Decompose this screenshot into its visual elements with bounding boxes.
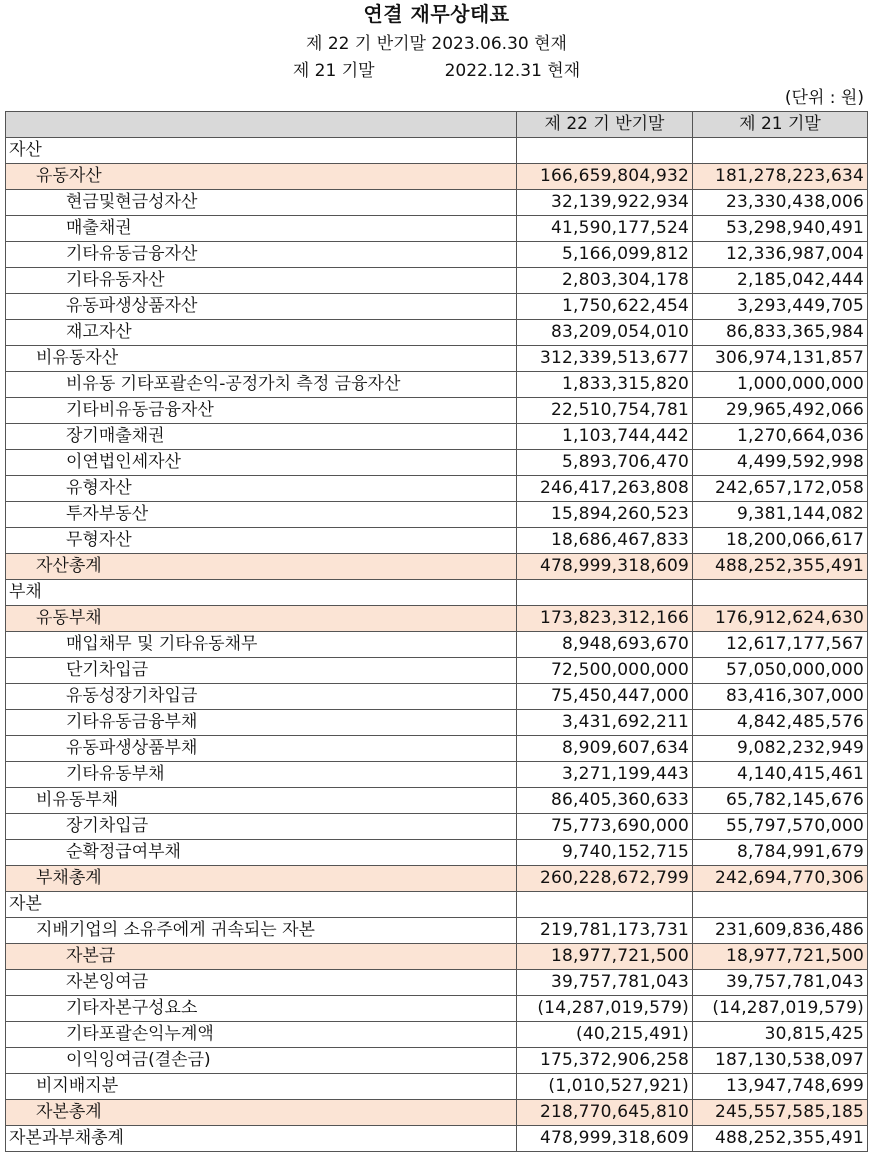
account-label: 기타유동금융자산	[6, 242, 517, 268]
previous-period-value: 12,617,177,567	[693, 632, 868, 658]
header-previous-period: 제 21 기말	[693, 112, 868, 138]
current-period-value: 173,823,312,166	[517, 606, 693, 632]
current-period-value: 166,659,804,932	[517, 164, 693, 190]
table-row	[6, 1126, 868, 1152]
table-header-row	[6, 112, 868, 138]
previous-period-value: 55,797,570,000	[693, 814, 868, 840]
account-label: 유동성장기차입금	[6, 684, 517, 710]
previous-period-value: 231,609,836,486	[693, 918, 868, 944]
table-row	[6, 164, 868, 190]
current-period-value: 246,417,263,808	[517, 476, 693, 502]
previous-period-value: 9,381,144,082	[693, 502, 868, 528]
previous-period-value: 12,336,987,004	[693, 242, 868, 268]
table-row	[6, 138, 868, 164]
table-row	[6, 944, 868, 970]
previous-period-value: 53,298,940,491	[693, 216, 868, 242]
previous-period-value: 242,694,770,306	[693, 866, 868, 892]
current-period-value: 312,339,513,677	[517, 346, 693, 372]
current-period-value: 15,894,260,523	[517, 502, 693, 528]
account-label: 기타유동부채	[6, 762, 517, 788]
table-row	[6, 424, 868, 450]
table-row	[6, 970, 868, 996]
previous-period-value: 9,082,232,949	[693, 736, 868, 762]
previous-period-value: 29,965,492,066	[693, 398, 868, 424]
account-label: 기타포괄손익누계액	[6, 1022, 517, 1048]
account-label: 유동자산	[6, 164, 517, 190]
table-row	[6, 502, 868, 528]
current-period-value: 22,510,754,781	[517, 398, 693, 424]
table-row	[6, 762, 868, 788]
previous-period-value: 30,815,425	[693, 1022, 868, 1048]
current-period-value: 8,948,693,670	[517, 632, 693, 658]
previous-period-value: 18,200,066,617	[693, 528, 868, 554]
current-period-value: 1,103,744,442	[517, 424, 693, 450]
previous-period-line	[0, 60, 873, 82]
table-row	[6, 294, 868, 320]
table-row	[6, 1048, 868, 1074]
current-period-value: 41,590,177,524	[517, 216, 693, 242]
current-period-value: 83,209,054,010	[517, 320, 693, 346]
current-period-value: 3,271,199,443	[517, 762, 693, 788]
account-label: 기타유동자산	[6, 268, 517, 294]
account-label: 자산총계	[6, 554, 517, 580]
current-period-line: 제 22 기 반기말 2023.06.30 현재	[306, 34, 567, 54]
current-period-value: 72,500,000,000	[517, 658, 693, 684]
table-row	[6, 320, 868, 346]
current-period-value: 260,228,672,799	[517, 866, 693, 892]
account-label: 현금및현금성자산	[6, 190, 517, 216]
previous-period-value: 39,757,781,043	[693, 970, 868, 996]
table-row	[6, 606, 868, 632]
current-period-value: 478,999,318,609	[517, 1126, 693, 1152]
table-row	[6, 554, 868, 580]
account-label: 장기매출채권	[6, 424, 517, 450]
account-label: 매입채무 및 기타유동채무	[6, 632, 517, 658]
table-row	[6, 1022, 868, 1048]
account-label: 부채	[6, 580, 517, 606]
account-label: 투자부동산	[6, 502, 517, 528]
table-body	[6, 138, 868, 1152]
account-label: 유형자산	[6, 476, 517, 502]
previous-period-label: 제 21 기말	[292, 61, 375, 81]
previous-period-value: 176,912,624,630	[693, 606, 868, 632]
previous-period-value: 488,252,355,491	[693, 1126, 868, 1152]
current-period-value: 32,139,922,934	[517, 190, 693, 216]
previous-period-value: 187,130,538,097	[693, 1048, 868, 1074]
previous-period-value: 245,557,585,185	[693, 1100, 868, 1126]
previous-period-value: 2,185,042,444	[693, 268, 868, 294]
current-period-value: 3,431,692,211	[517, 710, 693, 736]
current-period-value: (1,010,527,921)	[517, 1074, 693, 1100]
current-period-value	[517, 138, 693, 164]
previous-period-value: 83,416,307,000	[693, 684, 868, 710]
table-row	[6, 918, 868, 944]
previous-period-value	[693, 892, 868, 918]
current-period-value: 9,740,152,715	[517, 840, 693, 866]
previous-period-value: 18,977,721,500	[693, 944, 868, 970]
account-label: 자본잉여금	[6, 970, 517, 996]
table-row	[6, 840, 868, 866]
previous-period-value: 3,293,449,705	[693, 294, 868, 320]
current-period-value: 39,757,781,043	[517, 970, 693, 996]
table-row	[6, 996, 868, 1022]
table-row	[6, 372, 868, 398]
account-label: 매출채권	[6, 216, 517, 242]
table-row	[6, 684, 868, 710]
account-label: 지배기업의 소유주에게 귀속되는 자본	[6, 918, 517, 944]
header-current-period: 제 22 기 반기말	[517, 112, 693, 138]
previous-period-value: 8,784,991,679	[693, 840, 868, 866]
current-period-value: 2,803,304,178	[517, 268, 693, 294]
account-label: 비유동자산	[6, 346, 517, 372]
previous-period-value: 1,270,664,036	[693, 424, 868, 450]
current-period-value: 219,781,173,731	[517, 918, 693, 944]
account-label: 유동파생상품자산	[6, 294, 517, 320]
table-row	[6, 814, 868, 840]
account-label: 부채총계	[6, 866, 517, 892]
previous-period-value: 23,330,438,006	[693, 190, 868, 216]
account-label: 재고자산	[6, 320, 517, 346]
previous-period-value	[693, 580, 868, 606]
unit-label: (단위 : 원)	[784, 88, 864, 108]
table-row	[6, 788, 868, 814]
account-label: 자본금	[6, 944, 517, 970]
account-label: 유동파생상품부채	[6, 736, 517, 762]
previous-period-value: 242,657,172,058	[693, 476, 868, 502]
previous-period-value: 13,947,748,699	[693, 1074, 868, 1100]
account-label: 무형자산	[6, 528, 517, 554]
previous-period-value: 4,140,415,461	[693, 762, 868, 788]
account-label: 비유동부채	[6, 788, 517, 814]
previous-period-value: 4,499,592,998	[693, 450, 868, 476]
account-label: 순확정급여부채	[6, 840, 517, 866]
current-period-value: 75,450,447,000	[517, 684, 693, 710]
current-period-value: 175,372,906,258	[517, 1048, 693, 1074]
current-period-value: (40,215,491)	[517, 1022, 693, 1048]
table-row	[6, 242, 868, 268]
previous-period-value: 4,842,485,576	[693, 710, 868, 736]
table-row	[6, 450, 868, 476]
table-row	[6, 216, 868, 242]
account-label: 비유동 기타포괄손익-공정가치 측정 금융자산	[6, 372, 517, 398]
current-period-value: 18,977,721,500	[517, 944, 693, 970]
page-title: 연결 재무상태표	[363, 2, 510, 26]
table-row	[6, 710, 868, 736]
account-label: 자산	[6, 138, 517, 164]
table-row	[6, 658, 868, 684]
table-row	[6, 1100, 868, 1126]
account-label: 비지배지분	[6, 1074, 517, 1100]
previous-period-value: 1,000,000,000	[693, 372, 868, 398]
table-row	[6, 632, 868, 658]
table-row	[6, 1074, 868, 1100]
table-row	[6, 398, 868, 424]
account-label: 장기차입금	[6, 814, 517, 840]
current-period-value: 8,909,607,634	[517, 736, 693, 762]
previous-period-value: 181,278,223,634	[693, 164, 868, 190]
current-period-value: 18,686,467,833	[517, 528, 693, 554]
table-row	[6, 580, 868, 606]
account-label: 유동부채	[6, 606, 517, 632]
previous-period-value: 488,252,355,491	[693, 554, 868, 580]
current-period-value: (14,287,019,579)	[517, 996, 693, 1022]
previous-period-value: 57,050,000,000	[693, 658, 868, 684]
previous-period-value: 86,833,365,984	[693, 320, 868, 346]
account-label: 기타자본구성요소	[6, 996, 517, 1022]
table-row	[6, 736, 868, 762]
header-label-cell	[6, 112, 517, 138]
table-row	[6, 476, 868, 502]
table-row	[6, 866, 868, 892]
current-period-value: 1,750,622,454	[517, 294, 693, 320]
previous-period-value: (14,287,019,579)	[693, 996, 868, 1022]
account-label: 자본총계	[6, 1100, 517, 1126]
current-period-value	[517, 580, 693, 606]
current-period-value: 478,999,318,609	[517, 554, 693, 580]
balance-sheet-table	[5, 111, 868, 1152]
account-label: 기타유동금융부채	[6, 710, 517, 736]
previous-period-value: 306,974,131,857	[693, 346, 868, 372]
current-period-value: 86,405,360,633	[517, 788, 693, 814]
account-label: 기타비유동금융자산	[6, 398, 517, 424]
table-row	[6, 268, 868, 294]
current-period-value: 75,773,690,000	[517, 814, 693, 840]
current-period-value: 5,893,706,470	[517, 450, 693, 476]
account-label: 단기차입금	[6, 658, 517, 684]
account-label: 자본	[6, 892, 517, 918]
current-period-value: 1,833,315,820	[517, 372, 693, 398]
account-label: 이익잉여금(결손금)	[6, 1048, 517, 1074]
previous-period-value: 65,782,145,676	[693, 788, 868, 814]
current-period-value: 218,770,645,810	[517, 1100, 693, 1126]
table-row	[6, 346, 868, 372]
table-row	[6, 892, 868, 918]
current-period-value: 5,166,099,812	[517, 242, 693, 268]
table-row	[6, 190, 868, 216]
account-label: 이연법인세자산	[6, 450, 517, 476]
previous-period-value	[693, 138, 868, 164]
table-row	[6, 528, 868, 554]
account-label: 자본과부채총계	[6, 1126, 517, 1152]
previous-period-date: 2022.12.31 현재	[444, 61, 581, 81]
current-period-value	[517, 892, 693, 918]
